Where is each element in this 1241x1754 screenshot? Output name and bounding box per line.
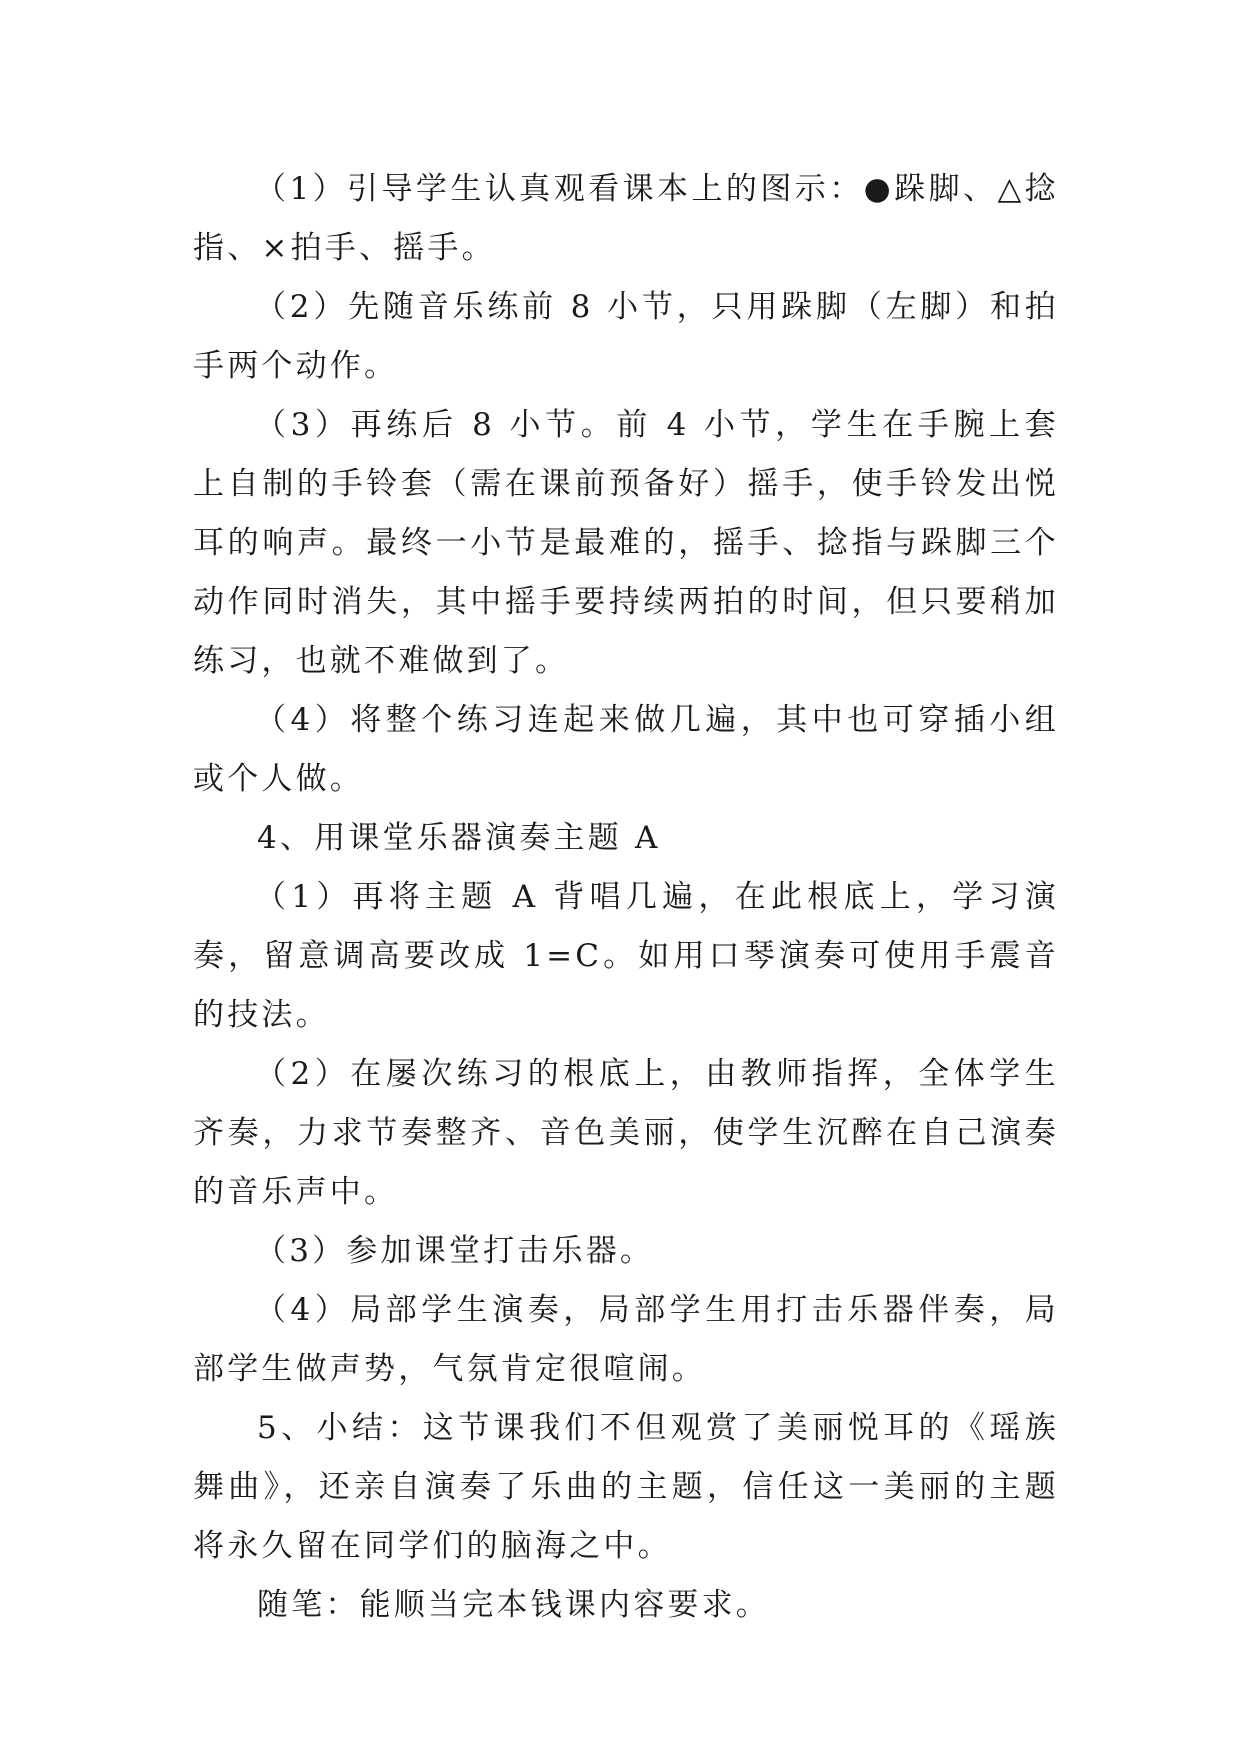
paragraph-step-1: （1）引导学生认真观看课本上的图示：●跺脚、△捻指、×拍手、摇手。 — [193, 171, 1059, 266]
paragraph-step-3: （3）再练后 8 小节。前 4 小节，学生在手腕上套上自制的手铃套（需在课前预备好）摇手，使手铃发出悦耳的响声。最终一小节是最难的，摇手、捻指与跺脚三个动作同时消失，其中摇手要持续两拍的时间，但只要稍加练习，也就不难做到了。 — [193, 407, 1059, 679]
paragraph-notes: 随笔：能顺当完本钱课内容要求。 — [257, 1587, 770, 1623]
paragraph-instrument-2: （2）在屡次练习的根底上，由教师指挥，全体学生齐奏，力求节奏整齐、音色美丽，使学生沉醉在自己演奏的音乐声中。 — [193, 1056, 1059, 1210]
document-body — [193, 160, 1059, 1635]
paragraph-instrument-4: （4）局部学生演奏，局部学生用打击乐器伴奏，局部学生做声势，气氛肯定很喧闹。 — [193, 1292, 1059, 1387]
paragraph-instrument-3: （3）参加课堂打击乐器。 — [255, 1233, 655, 1269]
section-summary-5: 5、小结：这节课我们不但观赏了美丽悦耳的《瑶族舞曲》，还亲自演奏了乐曲的主题，信任这一美丽的主题将永久留在同学们的脑海之中。 — [193, 1410, 1059, 1564]
paragraph-step-4: （4）将整个练习连起来做几遍，其中也可穿插小组或个人做。 — [193, 702, 1059, 797]
paragraph-step-2: （2）先随音乐练前 8 小节，只用跺脚（左脚）和拍手两个动作。 — [193, 289, 1059, 384]
paragraph-instrument-1: （1）再将主题 A 背唱几遍，在此根底上，学习演奏，留意调高要改成 1=C。如用口琴演奏可使用手震音的技法。 — [193, 879, 1059, 1033]
section-heading-4: 4、用课堂乐器演奏主题 A — [257, 820, 661, 856]
